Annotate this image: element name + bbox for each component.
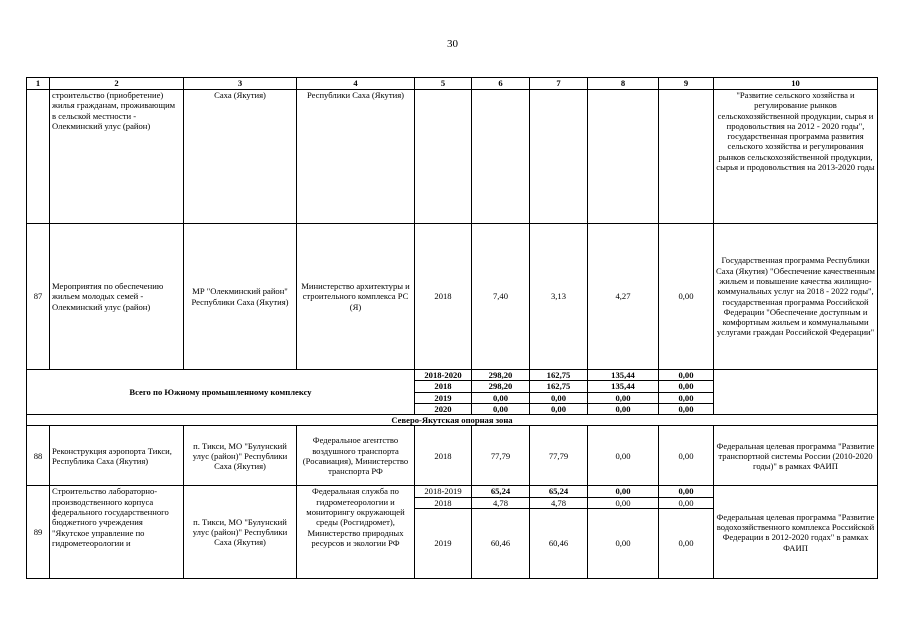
total-label-cell: Всего по Южному промышленному комплексу xyxy=(27,370,415,415)
total-cell: 0,00 xyxy=(472,403,530,414)
responsible-cell: Федеральная служба по гидрометеорологии и мониторингу окружающей среды (Росгидромет), Министерство природных ресурсов и экологии РФ xyxy=(297,486,415,579)
program-cell: Федеральная целевая программа "Развитие водохозяйственного комплекса Российской Федерации в 2012-2020 годах" в рамках ФАИП xyxy=(714,486,878,579)
program-cell xyxy=(714,370,878,415)
regional-cell xyxy=(588,90,659,224)
other-cell: 0,00 xyxy=(659,426,714,486)
regional-cell: 0,00 xyxy=(588,426,659,486)
row-number-cell: 87 xyxy=(27,224,50,370)
col-header: 7 xyxy=(530,78,588,90)
other-cell xyxy=(659,90,714,224)
year-cell: 2018 xyxy=(415,224,472,370)
year-cell xyxy=(415,90,472,224)
table-row-88 xyxy=(27,426,878,486)
col-header: 1 xyxy=(27,78,50,90)
table-row-89 xyxy=(27,486,878,497)
location-cell: Саха (Якутия) xyxy=(184,90,297,224)
regional-cell: 135,44 xyxy=(588,381,659,392)
year-cell: 2019 xyxy=(415,392,472,403)
total-cell: 60,46 xyxy=(472,509,530,579)
location-cell: МР "Олекминский район" Республики Саха (Якутия) xyxy=(184,224,297,370)
regional-cell: 0,00 xyxy=(588,392,659,403)
federal-cell: 0,00 xyxy=(530,403,588,414)
measure-name-cell: Реконструкция аэропорта Тикси, Республика Саха (Якутия) xyxy=(50,426,184,486)
responsible-cell: Министерство архитектуры и строительного комплекса РС (Я) xyxy=(297,224,415,370)
col-header: 5 xyxy=(415,78,472,90)
other-cell: 0,00 xyxy=(659,370,714,381)
total-cell: 298,20 xyxy=(472,381,530,392)
total-cell: 77,79 xyxy=(472,426,530,486)
section-heading-row xyxy=(27,415,878,426)
page-number: 30 xyxy=(447,38,458,50)
location-cell: п. Тикси, МО "Булунский улус (район)" Республики Саха (Якутия) xyxy=(184,486,297,579)
other-cell: 0,00 xyxy=(659,392,714,403)
section-title: Северо-Якутская опорная зона xyxy=(27,415,878,426)
other-cell: 0,00 xyxy=(659,381,714,392)
col-header: 8 xyxy=(588,78,659,90)
federal-cell: 0,00 xyxy=(530,392,588,403)
row-number-cell xyxy=(27,90,50,224)
total-row xyxy=(27,370,878,381)
year-cell: 2018 xyxy=(415,497,472,508)
table-row-87 xyxy=(27,224,878,370)
col-header: 9 xyxy=(659,78,714,90)
total-cell: 65,24 xyxy=(472,486,530,497)
year-cell: 2018 xyxy=(415,381,472,392)
column-number-header xyxy=(27,78,878,90)
other-cell: 0,00 xyxy=(659,224,714,370)
other-cell: 0,00 xyxy=(659,497,714,508)
other-cell: 0,00 xyxy=(659,486,714,497)
program-cell: Государственная программа Республики Саха (Якутия) "Обеспечение качественным жильем и повышение качества жилищно-коммунальных услуг на 2018 - 2022 годы", государственная программа Российской Федерации "Обеспечение доступным и комфортным жильем и коммунальными услугами граждан Российской Федерации" xyxy=(714,224,878,370)
year-cell: 2020 xyxy=(415,403,472,414)
regional-cell: 0,00 xyxy=(588,403,659,414)
col-header: 10 xyxy=(714,78,878,90)
location-cell: п. Тикси, МО "Булунский улус (район)" Республики Саха (Якутия) xyxy=(184,426,297,486)
regional-cell: 135,44 xyxy=(588,370,659,381)
measure-name-cell: Мероприятия по обеспечению жильем молодых семей - Олекминский улус (район) xyxy=(50,224,184,370)
program-table xyxy=(26,77,878,579)
program-cell: "Развитие сельского хозяйства и регулирование рынков сельскохозяйственной продукции, сырья и продовольствия на 2012 - 2020 годы", государственная программа развития сельского хозяйства и регулирования рынков сельскохозяйственной продукции, сырья и продовольствия на 2013-2020 годы xyxy=(714,90,878,224)
federal-cell: 77,79 xyxy=(530,426,588,486)
responsible-cell: Республики Саха (Якутия) xyxy=(297,90,415,224)
federal-cell: 3,13 xyxy=(530,224,588,370)
year-cell: 2018-2019 xyxy=(415,486,472,497)
federal-cell: 162,75 xyxy=(530,381,588,392)
federal-cell xyxy=(530,90,588,224)
col-header: 6 xyxy=(472,78,530,90)
federal-cell: 65,24 xyxy=(530,486,588,497)
regional-cell: 0,00 xyxy=(588,509,659,579)
col-header: 3 xyxy=(184,78,297,90)
regional-cell: 4,27 xyxy=(588,224,659,370)
year-cell: 2019 xyxy=(415,509,472,579)
other-cell: 0,00 xyxy=(659,403,714,414)
row-number-cell: 89 xyxy=(27,486,50,579)
total-cell: 7,40 xyxy=(472,224,530,370)
measure-name-cell: строительство (приобретение) жилья гражданам, проживающим в сельской местности - Олекминский улус (район) xyxy=(50,90,184,224)
federal-cell: 60,46 xyxy=(530,509,588,579)
row-number-cell: 88 xyxy=(27,426,50,486)
table-row-continuation xyxy=(27,90,878,224)
federal-cell: 4,78 xyxy=(530,497,588,508)
program-cell: Федеральная целевая программа "Развитие транспортной системы России (2010-2020 годы)" в рамках ФАИП xyxy=(714,426,878,486)
total-cell xyxy=(472,90,530,224)
total-cell: 0,00 xyxy=(472,392,530,403)
year-cell: 2018 xyxy=(415,426,472,486)
responsible-cell: Федеральное агентство воздушного транспорта (Росавиация), Министерство транспорта РФ xyxy=(297,426,415,486)
federal-cell: 162,75 xyxy=(530,370,588,381)
col-header: 2 xyxy=(50,78,184,90)
total-cell: 298,20 xyxy=(472,370,530,381)
regional-cell: 0,00 xyxy=(588,486,659,497)
total-cell: 4,78 xyxy=(472,497,530,508)
year-cell: 2018-2020 xyxy=(415,370,472,381)
regional-cell: 0,00 xyxy=(588,497,659,508)
col-header: 4 xyxy=(297,78,415,90)
other-cell: 0,00 xyxy=(659,509,714,579)
measure-name-cell: Строительство лабораторно-производственного корпуса федерального государственного бюджетного учреждения "Якутское управление по гидрометеорологии и xyxy=(50,486,184,579)
